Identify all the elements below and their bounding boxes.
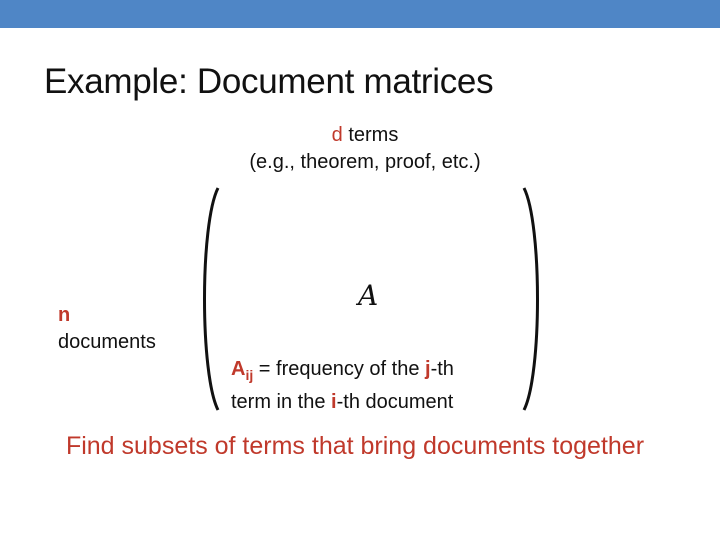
entry-definition-line-1 bbox=[231, 356, 454, 389]
entry-text-3: term in the bbox=[231, 391, 332, 413]
entry-subscript: ij bbox=[245, 367, 254, 383]
entry-i: i bbox=[331, 391, 337, 413]
entry-j: j bbox=[425, 358, 431, 380]
columns-label bbox=[200, 122, 530, 176]
right-bracket bbox=[524, 188, 538, 410]
conclusion-text: Find subsets of terms that bring documents together bbox=[65, 432, 645, 460]
columns-examples: (e.g., theorem, proof, etc.) bbox=[249, 151, 481, 173]
entry-definition bbox=[231, 356, 454, 416]
matrix-symbol: A bbox=[358, 279, 379, 312]
slide-title: Example: Document matrices bbox=[44, 62, 494, 101]
columns-variable: d bbox=[331, 124, 343, 146]
rows-text: documents bbox=[58, 331, 156, 353]
left-bracket bbox=[205, 188, 219, 410]
entry-variable: A bbox=[231, 358, 246, 380]
entry-text-1: = frequency of the bbox=[253, 358, 426, 380]
columns-count-line bbox=[200, 122, 530, 149]
entry-definition-line-2 bbox=[231, 389, 454, 416]
top-accent-bar bbox=[0, 0, 720, 28]
rows-label bbox=[58, 302, 156, 356]
columns-text: terms bbox=[342, 124, 399, 146]
entry-text-4: -th document bbox=[336, 391, 454, 413]
entry-text-2: -th bbox=[430, 358, 454, 380]
rows-variable: n bbox=[58, 304, 71, 326]
